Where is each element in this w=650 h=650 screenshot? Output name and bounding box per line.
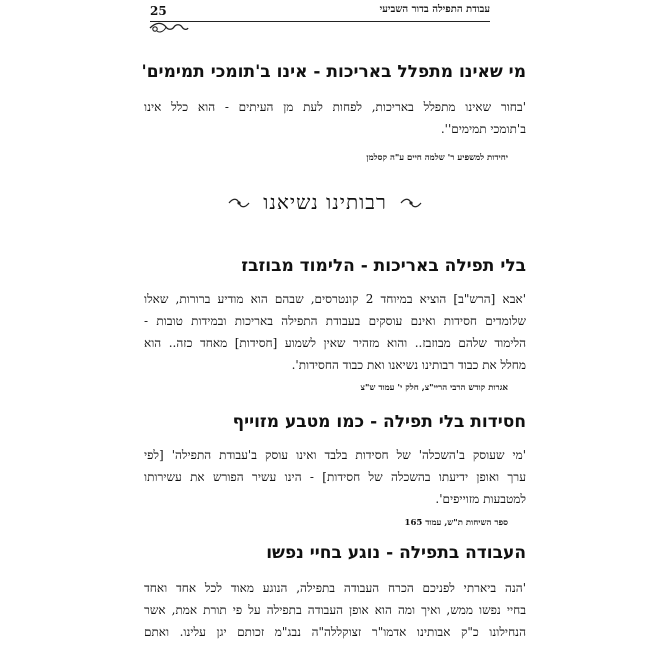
section-paragraph [144,444,526,510]
page-number: 25 [150,4,167,18]
paragraph-line: הלימוד שלהם מבוזבז.. והוא מזהיר שאין לשמוע [חסידות] מאחד כזה.. הוא [144,336,526,350]
paragraph-line: בחיי נפשו ממש, ואיך ומה הוא אופן העבודה בתפילה על פי תורת אמת, אשר [144,603,526,617]
section-heading: העבודה בתפילה - נוגע בחיי נפשו [266,543,526,563]
section-heading: בלי תפילה באריכות - הלימוד מבוזבז [241,256,526,276]
section-paragraph [144,96,526,140]
paragraph-line: ב'תומכי תמימים''. [440,122,526,136]
source-citation: אגרות קודש הרבי הריי"צ, חלק י' עמוד ש"צ [360,383,508,393]
paragraph-line: 'הנה ביארתי לפניכם הכרח העבודה בתפילה, הנוגע מאוד לכל אחד ואחד [144,581,526,595]
section-divider [0,190,650,216]
section-heading: חסידות בלי תפילה - כמו מטבע מזוייף [232,412,526,432]
paragraph-line: ערך ואופן ידיעתו בהשכלה של חסידות] - הינו עשיר הפורש את עשירותו [144,470,526,484]
paragraph-line: 'אבא [הרש"ב] הוציא במיוחד 2 קונטרסים, שבהם הוא מודיע ברורות, שאלו [144,292,526,306]
section-heading: מי שאינו מתפלל באריכות - אינו ב'תומכי תמימים' [141,62,526,82]
source-citation: יחידות למשפיע ר' שלמה חיים ע"ה קסלמן [366,153,508,163]
source-citation: ספר השיחות ת"ש, עמוד 165 [404,518,508,528]
running-title: עבודת התפילה בדור השביעי [379,4,490,15]
ornament-icon [228,197,250,209]
page-header [150,4,490,18]
section-paragraph [144,577,526,643]
divider-title: רבותינו נשיאנו [263,190,387,214]
paragraph-line: 'מי שעוסק ב'השכלה' של חסידות בלבד ואינו עוסק ב'עבודת התפילה' [לפי [144,448,526,462]
paragraph-line: למטבעות מזוייפים'. [435,492,526,506]
paragraph-line: מחלל את כבוד רבותינו נשיאנו ואת כבוד החסידות'. [291,358,526,372]
ornament-icon [400,197,422,209]
paragraph-line: הנחילונו כ"ק אבותינו אדמו"ר זצוקללה"ה נבג"מ זכותם יגן עלינו. ואתם [144,625,526,639]
flourish-ornament-icon [148,20,190,36]
paragraph-line: שלומדים חסידות ואינם עוסקים בעבודת התפילה באריכות ובמידות טובות - [144,314,526,328]
header-rule [150,21,490,22]
paragraph-line: 'בחור שאינו מתפלל באריכות, לפחות לעת מן העיתים - הוא כלל אינו [144,100,526,114]
section-paragraph [144,288,526,376]
